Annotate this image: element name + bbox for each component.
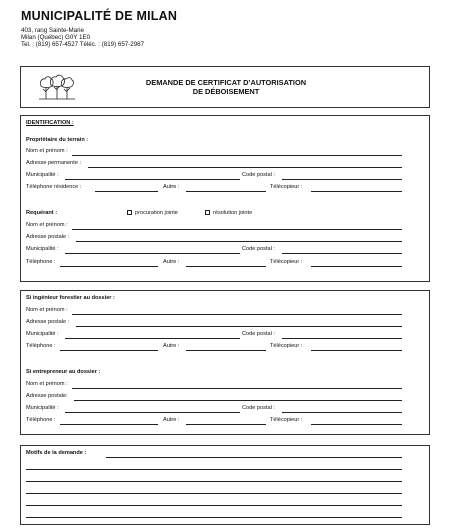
reasons-line-3[interactable]: [26, 481, 402, 482]
owner-phone-label: Téléphone résidence :: [26, 184, 82, 190]
proxy-attached-label: procuration jointe: [135, 210, 178, 216]
reasons-line-5[interactable]: [26, 505, 402, 506]
reasons-line-4[interactable]: [26, 493, 402, 494]
identification-heading: IDENTIFICATION :: [26, 120, 74, 126]
applicant-phone-field[interactable]: [60, 266, 158, 267]
contractor-other-label: Autre :: [163, 417, 180, 423]
reasons-line-6[interactable]: [26, 517, 402, 518]
applicant-postal-field[interactable]: [282, 253, 402, 254]
applicant-name-field[interactable]: [72, 229, 402, 230]
forester-heading: Si ingénieur forestier au dossier :: [26, 295, 115, 301]
owner-address-label: Adresse permanente :: [26, 160, 82, 166]
contractor-name-label: Nom et prénom :: [26, 381, 68, 387]
contractor-address-field[interactable]: [74, 400, 402, 401]
forester-address-field[interactable]: [76, 326, 402, 327]
applicant-municipality-label: Municipalité :: [26, 246, 59, 252]
contractor-municipality-label: Municipalité :: [26, 405, 59, 411]
contractor-postal-field[interactable]: [282, 412, 402, 413]
resolution-attached-label: résolution jointe: [213, 210, 253, 216]
forester-fax-label: Télécopieur :: [270, 343, 303, 349]
forester-phone-field[interactable]: [60, 350, 158, 351]
three-trees-icon: [38, 74, 76, 102]
contractor-address-label: Adresse postale:: [26, 393, 68, 399]
applicant-municipality-field[interactable]: [65, 253, 240, 254]
phone-fax-line: Tel. : (819) 657-4527 Téléc. : (819) 657-2987: [21, 41, 145, 48]
form-title-line-2: DE DÉBOISEMENT: [192, 87, 260, 96]
forester-other-field[interactable]: [186, 350, 266, 351]
contractor-heading: Si entrepreneur au dossier :: [26, 369, 101, 375]
address-line-1: 403, rang Sainte-Marie: [21, 27, 84, 34]
municipality-title: MUNICIPALITÉ DE MILAN: [21, 9, 178, 23]
applicant-phone-label: Téléphone :: [26, 259, 56, 265]
owner-other-label: Autre :: [163, 184, 180, 190]
applicant-fax-label: Télécopieur :: [270, 259, 303, 265]
applicant-address-field[interactable]: [76, 241, 402, 242]
form-title-box: [20, 66, 430, 108]
applicant-other-label: Autre :: [163, 259, 180, 265]
forester-postal-field[interactable]: [282, 338, 402, 339]
owner-heading: Propriétaire du terrain :: [26, 137, 89, 143]
applicant-postal-label: Code postal :: [242, 246, 275, 252]
owner-address-field[interactable]: [88, 167, 402, 168]
reasons-line-1[interactable]: [106, 457, 402, 458]
forester-fax-field[interactable]: [311, 350, 402, 351]
forester-municipality-field[interactable]: [65, 338, 240, 339]
forester-phone-label: Téléphone :: [26, 343, 56, 349]
forester-name-field[interactable]: [72, 314, 402, 315]
contractor-name-field[interactable]: [72, 388, 402, 389]
owner-postal-field[interactable]: [282, 179, 402, 180]
applicant-address-label: Adresse postale :: [26, 234, 70, 240]
applicant-name-label: Nom et prénom :: [26, 222, 68, 228]
forester-municipality-label: Municipalité :: [26, 331, 59, 337]
applicant-other-field[interactable]: [186, 266, 266, 267]
forester-name-label: Nom et prénom :: [26, 307, 68, 313]
owner-name-label: Nom et prénom :: [26, 148, 68, 154]
forester-other-label: Autre :: [163, 343, 180, 349]
contractor-postal-label: Code postal :: [242, 405, 275, 411]
address-line-2: Milan (Québec) G0Y 1E0: [21, 34, 91, 41]
reasons-heading: Motifs de la demande :: [26, 450, 87, 456]
owner-phone-field[interactable]: [95, 191, 158, 192]
contractor-fax-label: Télécopieur :: [270, 417, 303, 423]
applicant-fax-field[interactable]: [311, 266, 402, 267]
contractor-other-field[interactable]: [186, 424, 266, 425]
owner-postal-label: Code postal :: [242, 172, 275, 178]
forester-contractor-section: [20, 290, 430, 435]
owner-fax-label: Télécopieur :: [270, 184, 303, 190]
resolution-attached-checkbox[interactable]: [205, 210, 210, 215]
forester-postal-label: Code postal :: [242, 331, 275, 337]
contractor-phone-label: Téléphone :: [26, 417, 56, 423]
contractor-municipality-field[interactable]: [65, 412, 240, 413]
forester-address-label: Adresse postale :: [26, 319, 70, 325]
owner-municipality-label: Municipalité :: [26, 172, 59, 178]
owner-municipality-field[interactable]: [65, 179, 240, 180]
applicant-heading: Requérant :: [26, 210, 58, 216]
proxy-attached-checkbox[interactable]: [127, 210, 132, 215]
owner-other-field[interactable]: [186, 191, 266, 192]
owner-name-field[interactable]: [72, 155, 402, 156]
contractor-phone-field[interactable]: [60, 424, 158, 425]
owner-fax-field[interactable]: [311, 191, 402, 192]
contractor-fax-field[interactable]: [311, 424, 402, 425]
form-title-line-1: DEMANDE DE CERTIFICAT D’AUTORISATION: [145, 78, 307, 87]
reasons-line-2[interactable]: [26, 469, 402, 470]
